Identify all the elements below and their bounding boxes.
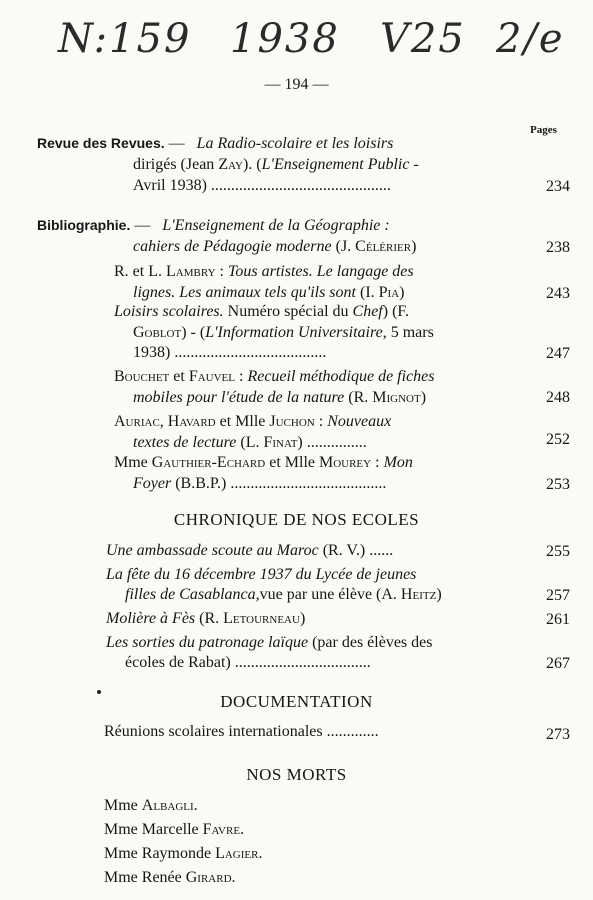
biblio-entry-1-page: 238 bbox=[546, 239, 570, 256]
biblio-entry-2-line-2: lignes. Les animaux tels qu'ils sont (I. Pia) bbox=[133, 284, 405, 301]
biblio-entry-5-page: 252 bbox=[546, 431, 570, 448]
hand-issue: N:159 bbox=[58, 16, 192, 62]
chronique-title: CHRONIQUE DE NOS ECOLES bbox=[173, 510, 420, 529]
biblio-entry-6-page: 253 bbox=[546, 476, 570, 493]
biblio-entry-4-line-2: mobiles pour l'étude de la nature (R. Mignot) bbox=[133, 389, 427, 406]
chronique-entry-2-line-1: La fête du 16 décembre 1937 du Lycée de jeunes bbox=[106, 566, 417, 583]
biblio-entry-3-line-1: Loisirs scolaires. Numéro spécial du Chef) (F. bbox=[114, 303, 410, 320]
biblio-entry-5-line-2: textes de lecture (L. Finat) ............... bbox=[133, 434, 367, 451]
biblio-heading: Bibliographie. bbox=[37, 217, 131, 233]
biblio-entry-3-page: 247 bbox=[546, 345, 570, 362]
mort-1: Mme Albagli. bbox=[104, 797, 198, 814]
handwritten-annotation bbox=[58, 10, 578, 66]
chronique-entry-4-page: 267 bbox=[546, 655, 570, 672]
chronique-entry-2-page: 257 bbox=[546, 587, 570, 604]
mort-3: Mme Raymonde Lagier. bbox=[104, 845, 263, 862]
revue-page: 234 bbox=[546, 178, 570, 195]
biblio-entry-6-line-2: Foyer (B.B.P.) ....................................... bbox=[133, 475, 387, 492]
documentation-page: 273 bbox=[546, 726, 570, 743]
hand-fraction: 2/e bbox=[496, 16, 565, 62]
biblio-entry-2-page: 243 bbox=[546, 285, 570, 302]
biblio-entry-3-line-3: 1938) ...................................... bbox=[133, 344, 327, 361]
chronique-entry-3: Molière à Fès (R. Letourneau) bbox=[106, 610, 306, 627]
biblio-line-1: Bibliographie. — L'Enseignement de la Géographie : bbox=[37, 217, 390, 234]
chronique-entry-4-line-2: écoles de Rabat) .................................. bbox=[125, 654, 371, 671]
documentation-entry: Réunions scolaires internationales ............. bbox=[104, 723, 379, 740]
pages-column-label: Pages bbox=[530, 124, 557, 136]
biblio-entry-2-line-1: R. et L. Lambry : Tous artistes. Le langage des bbox=[114, 263, 414, 280]
chronique-entry-1: Une ambassade scoute au Maroc (R. V.) ...... bbox=[106, 542, 394, 559]
biblio-entry-5-line-1: Auriac, Havard et Mlle Juchon : Nouveaux bbox=[114, 413, 392, 430]
biblio-entry-6-line-1: Mme Gauthier-Echard et Mlle Mourey : Mon bbox=[114, 454, 413, 471]
hand-year: 1938 bbox=[230, 16, 340, 62]
revue-heading: Revue des Revues. bbox=[37, 135, 165, 151]
revue-line-2: dirigés (Jean Zay). (L'Enseignement Public - bbox=[133, 156, 419, 173]
hand-volume: V25 bbox=[380, 16, 466, 62]
nos-morts-title: NOS MORTS bbox=[246, 765, 347, 784]
biblio-entry-4-page: 248 bbox=[546, 389, 570, 406]
revue-title: La Radio-scolaire et les loisirs bbox=[196, 135, 394, 152]
revue-line-3: Avril 1938) ............................................. bbox=[133, 177, 391, 194]
page-number: — 194 — bbox=[264, 76, 329, 93]
chronique-entry-1-page: 255 bbox=[546, 543, 570, 560]
chronique-entry-2-line-2: filles de Casablanca,vue par une élève (A. Heitz) bbox=[125, 586, 442, 603]
biblio-entry-3-line-2: Goblot) - (L'Information Universitaire, 5 mars bbox=[133, 324, 434, 341]
documentation-title: DOCUMENTATION bbox=[220, 692, 373, 711]
chronique-entry-4-line-1: Les sorties du patronage laïque (par des élèves des bbox=[106, 634, 433, 651]
mort-2: Mme Marcelle Favre. bbox=[104, 821, 245, 838]
mort-4: Mme Renée Girard. bbox=[104, 869, 236, 886]
biblio-entry-4-line-1: Bouchet et Fauvel : Recueil méthodique de fiches bbox=[114, 368, 435, 385]
biblio-entry-1-line-2: cahiers de Pédagogie moderne (J. Célérier) bbox=[133, 238, 417, 255]
chronique-entry-3-page: 261 bbox=[546, 611, 570, 628]
revue-line-1: Revue des Revues. — La Radio-scolaire et les loisirs bbox=[37, 135, 394, 152]
